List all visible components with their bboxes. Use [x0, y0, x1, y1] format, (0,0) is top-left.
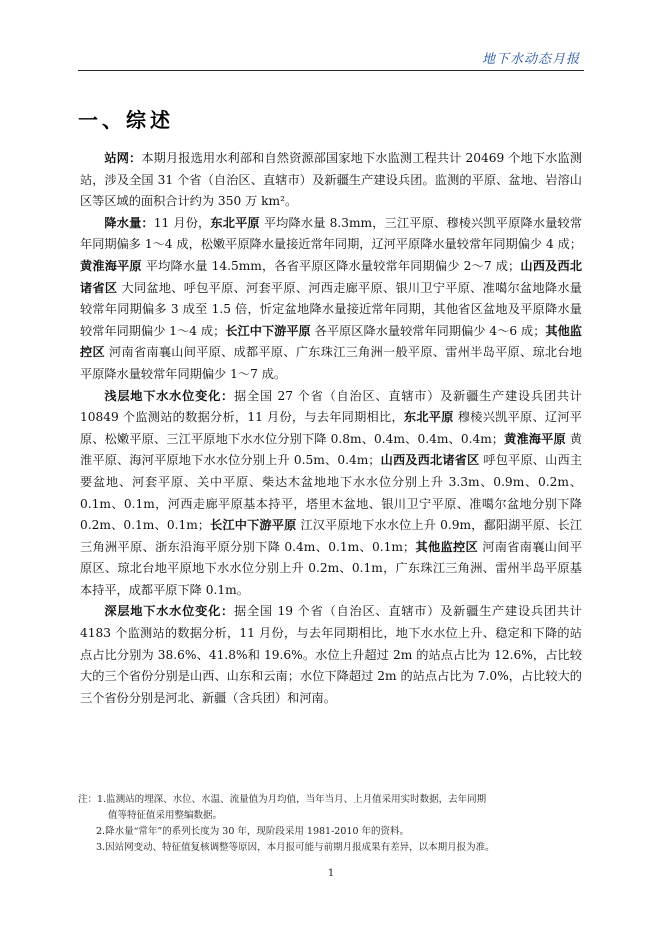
shallow-text: 河南省南襄山间平原区、琼北台地平原地下水水位分别上升 0.2m、0.1m，广东珠江三角洲、雷州半岛平原基本持平，成都平原下降 0.1m。	[80, 539, 583, 597]
footnote-3: 3.因站网变动、特征值复核调整等原因，本月报可能与前期月报成果有差异，以本期月报为准。	[96, 842, 495, 853]
report-header-title: 地下水动态月报	[481, 52, 580, 67]
region-huanghuaihai: 黄淮海平原	[504, 431, 566, 446]
footnote-2: 2.降水量“常年”的系列长度为 30 年，现阶段采用 1981-2010 年的资料。	[96, 826, 410, 837]
precip-text: 11 月份，	[153, 215, 211, 230]
region-huanghuaihai: 黄淮海平原	[80, 258, 142, 273]
shallow-text: 据全国 27 个省（自治区、直辖市）及新疆生产建设兵团共计 10849 个监测站的数据分析，11 月份，与去年同期相比，	[80, 388, 582, 425]
region-yangtze: 长江中下游平原	[209, 518, 297, 533]
footnotes	[78, 792, 590, 856]
precip-text: 平均降水量 14.5mm，各省平原区降水量较常年同期偏少 2～7 成；	[141, 258, 521, 273]
region-yangtze: 长江中下游平原	[225, 323, 311, 338]
header-divider	[78, 70, 584, 71]
region-northwest: 山西及西北诸省区	[80, 258, 583, 295]
shallow-text: 穆棱兴凯平原、辽河平原、松嫩平原、三江平原地下水水位分别下降 0.8m、0.4m、0.4m、0.4m；	[80, 410, 582, 446]
deep-label: 深层地下水水位变化：	[104, 604, 234, 619]
deep-text: 据全国 19 个省（自治区、直辖市）及新疆生产建设兵团共计 4183 个监测站的数据分析，11 月份，与去年同期相比，地下水水位上升、稳定和下降的站点占比分别为 38.6%、41.8%和 19.6%。水位上升超过 2m 的站点占比为 12.6%，占比较大的三个省份分别是山西、山东和云南；水位下降超过 2m 的站点占比为 7.0%，占比较大的三个省份分别是河北、新疆（含兵团）和河南。	[80, 604, 582, 705]
network-text: 本期月报选用水利部和自然资源部国家地下水监测工程共计 20469 个地下水监测站，涉及全国 31 个省（自治区、直辖市）及新疆生产建设兵团。监测的平原、盆地、岩溶山区等区域的面积合计约为 350 万 km²。	[80, 151, 583, 209]
footnote-1: 注：1.监测站的埋深、水位、水温、流量值为月均值，当年当月、上月值采用实时数据，去年同期	[78, 794, 487, 805]
shallow-text: 呼包平原、山西主要盆地、河套平原、关中平原、柴达木盆地地下水水位分别上升 3.3m、0.9m、0.2m、0.1m、0.1m，河西走廊平原基本持平，塔里木盆地、银川卫宁平原、准噶尔盆地分别下降 0.2m、0.1m、0.1m；	[80, 453, 583, 533]
region-northeast: 东北平原	[403, 410, 454, 425]
paragraph-network	[80, 148, 582, 213]
section-title: 一、综述	[78, 108, 174, 132]
shallow-text: 黄淮平原、海河平原地下水水位分别上升 0.5m、0.4m；	[80, 431, 583, 468]
precip-text: 平均降水量 8.3mm，三江平原、穆棱兴凯平原降水量较常年同期偏多 1～4 成，松嫩平原降水量接近常年同期，辽河平原降水量较常年同期偏少 4 成；	[80, 215, 583, 252]
paragraph-shallow-groundwater	[80, 386, 582, 602]
region-other: 其他监控区	[80, 323, 582, 360]
region-northeast: 东北平原	[210, 215, 260, 230]
footnote-1-continued: 值等特征值采用整编数据。	[108, 810, 223, 821]
precip-text: 大同盆地、呼包平原、河套平原、河西走廊平原、银川卫宁平原、准噶尔盆地降水量较常年同期偏多 3 成至 1.5 倍，忻定盆地降水量接近常年同期，其他省区盆地及平原降水量较常年同期偏少 1～4 成；	[80, 280, 582, 338]
shallow-text: 江汉平原地下水水位上升 0.9m，鄱阳湖平原、长江三角洲平原、浙东沿海平原分别下降 0.4m、0.1m、0.1m；	[80, 518, 583, 554]
precip-text: 各平原区降水量较常年同期偏少 4～6 成；	[310, 323, 546, 338]
page-number: 1	[327, 868, 335, 879]
precip-label: 降水量：	[104, 215, 154, 230]
region-northwest: 山西及西北诸省区	[380, 453, 480, 468]
region-other: 其他监控区	[415, 539, 479, 554]
paragraph-precipitation	[80, 213, 582, 386]
paragraph-deep-groundwater	[80, 601, 582, 709]
shallow-label: 浅层地下水水位变化：	[104, 388, 234, 403]
network-label: 站网：	[104, 151, 142, 165]
report-body	[80, 148, 582, 709]
precip-text: 河南省南襄山间平原、成都平原、广东珠江三角洲一般平原、雷州半岛平原、琼北台地平原降水量较常年同期偏少 1～7 成。	[80, 345, 582, 381]
